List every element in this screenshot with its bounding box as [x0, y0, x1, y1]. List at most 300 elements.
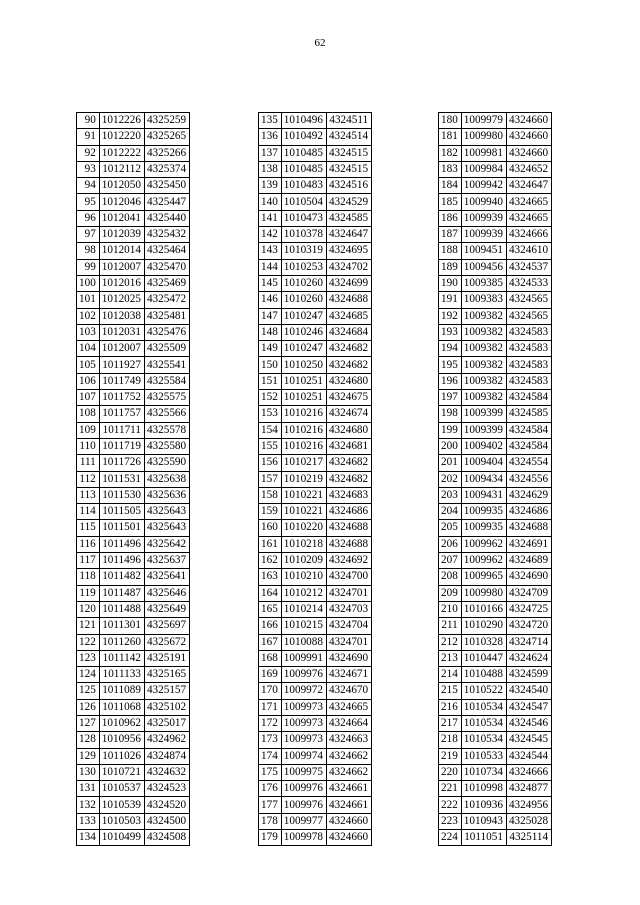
y-coordinate: 4324714 [506, 634, 551, 650]
point-number: 92 [77, 145, 100, 161]
table-row [77, 113, 190, 129]
point-number: 153 [259, 406, 282, 422]
y-coordinate: 4324720 [506, 618, 551, 634]
x-coordinate: 1010216 [281, 422, 326, 438]
point-number: 223 [439, 813, 462, 829]
y-coordinate: 4324660 [326, 813, 371, 829]
y-coordinate: 4324701 [326, 585, 371, 601]
table-row [259, 438, 372, 454]
point-number: 186 [439, 210, 462, 226]
point-number: 199 [439, 422, 462, 438]
point-number: 207 [439, 553, 462, 569]
y-coordinate: 4324874 [144, 748, 189, 764]
y-coordinate: 4324533 [506, 275, 551, 291]
y-coordinate: 4325649 [144, 601, 189, 617]
x-coordinate: 1010492 [281, 129, 326, 145]
point-number: 123 [77, 650, 100, 666]
table-row [259, 715, 372, 731]
x-coordinate: 1012046 [99, 194, 144, 210]
y-coordinate: 4324665 [506, 210, 551, 226]
table-row [439, 601, 552, 617]
table-row [259, 373, 372, 389]
x-coordinate: 1010378 [281, 227, 326, 243]
table-row [77, 830, 190, 846]
y-coordinate: 4324537 [506, 259, 551, 275]
y-coordinate: 4324680 [326, 373, 371, 389]
y-coordinate: 4324690 [326, 650, 371, 666]
y-coordinate: 4325470 [144, 259, 189, 275]
y-coordinate: 4325469 [144, 275, 189, 291]
table-row [259, 227, 372, 243]
x-coordinate: 1010212 [281, 585, 326, 601]
point-number: 140 [259, 194, 282, 210]
y-coordinate: 4324508 [144, 830, 189, 846]
x-coordinate: 1010246 [281, 324, 326, 340]
table-row [77, 438, 190, 454]
y-coordinate: 4324692 [326, 553, 371, 569]
table-row [259, 797, 372, 813]
table-row [77, 536, 190, 552]
table-row [259, 129, 372, 145]
point-number: 164 [259, 585, 282, 601]
table-row [259, 145, 372, 161]
x-coordinate: 1010247 [281, 308, 326, 324]
table-row [77, 292, 190, 308]
table-row [439, 715, 552, 731]
point-number: 120 [77, 601, 100, 617]
point-number: 222 [439, 797, 462, 813]
table-row [77, 308, 190, 324]
x-coordinate: 1010488 [461, 667, 506, 683]
y-coordinate: 4324700 [326, 569, 371, 585]
table-row [439, 194, 552, 210]
y-coordinate: 4324662 [326, 764, 371, 780]
point-number: 151 [259, 373, 282, 389]
x-coordinate: 1011026 [99, 748, 144, 764]
y-coordinate: 4325440 [144, 210, 189, 226]
y-coordinate: 4324709 [506, 585, 551, 601]
y-coordinate: 4324695 [326, 243, 371, 259]
x-coordinate: 1010485 [281, 145, 326, 161]
table-row [439, 373, 552, 389]
y-coordinate: 4324682 [326, 471, 371, 487]
y-coordinate: 4325672 [144, 634, 189, 650]
point-number: 168 [259, 650, 282, 666]
y-coordinate: 4325697 [144, 618, 189, 634]
table-row [439, 553, 552, 569]
y-coordinate: 4324547 [506, 699, 551, 715]
x-coordinate: 1009382 [461, 373, 506, 389]
y-coordinate: 4324624 [506, 650, 551, 666]
x-coordinate: 1010319 [281, 243, 326, 259]
y-coordinate: 4324681 [326, 438, 371, 454]
y-coordinate: 4324520 [144, 797, 189, 813]
table-row [77, 683, 190, 699]
point-number: 141 [259, 210, 282, 226]
table-row [259, 390, 372, 406]
table-row [259, 455, 372, 471]
point-number: 206 [439, 536, 462, 552]
y-coordinate: 4324699 [326, 275, 371, 291]
x-coordinate: 1009383 [461, 292, 506, 308]
y-coordinate: 4324583 [506, 324, 551, 340]
y-coordinate: 4325578 [144, 422, 189, 438]
y-coordinate: 4325374 [144, 161, 189, 177]
point-number: 105 [77, 357, 100, 373]
table-row [439, 178, 552, 194]
point-number: 149 [259, 341, 282, 357]
table-row [77, 487, 190, 503]
y-coordinate: 4324629 [506, 487, 551, 503]
table-row [77, 504, 190, 520]
x-coordinate: 1009973 [281, 699, 326, 715]
y-coordinate: 4324686 [506, 504, 551, 520]
x-coordinate: 1010539 [99, 797, 144, 813]
x-coordinate: 1012016 [99, 275, 144, 291]
point-number: 169 [259, 667, 282, 683]
point-number: 143 [259, 243, 282, 259]
y-coordinate: 4324516 [326, 178, 371, 194]
y-coordinate: 4324688 [326, 520, 371, 536]
x-coordinate: 1010534 [461, 699, 506, 715]
table-row [259, 520, 372, 536]
point-number: 110 [77, 438, 100, 454]
y-coordinate: 4324584 [506, 390, 551, 406]
x-coordinate: 1010088 [281, 634, 326, 650]
y-coordinate: 4324652 [506, 161, 551, 177]
point-number: 129 [77, 748, 100, 764]
point-number: 160 [259, 520, 282, 536]
table-row [439, 504, 552, 520]
x-coordinate: 1009980 [461, 585, 506, 601]
table-row [259, 618, 372, 634]
y-coordinate: 4324661 [326, 781, 371, 797]
x-coordinate: 1011726 [99, 455, 144, 471]
y-coordinate: 4324610 [506, 243, 551, 259]
table-row [77, 618, 190, 634]
table-row [77, 390, 190, 406]
table-row [77, 634, 190, 650]
table-row [77, 813, 190, 829]
point-number: 93 [77, 161, 100, 177]
point-number: 167 [259, 634, 282, 650]
x-coordinate: 1010166 [461, 601, 506, 617]
x-coordinate: 1010217 [281, 455, 326, 471]
x-coordinate: 1011488 [99, 601, 144, 617]
y-coordinate: 4324565 [506, 292, 551, 308]
table-row [259, 748, 372, 764]
table-row [259, 471, 372, 487]
point-number: 188 [439, 243, 462, 259]
point-number: 147 [259, 308, 282, 324]
point-number: 205 [439, 520, 462, 536]
y-coordinate: 4324689 [506, 553, 551, 569]
table-row [77, 650, 190, 666]
point-number: 130 [77, 764, 100, 780]
y-coordinate: 4325646 [144, 585, 189, 601]
y-coordinate: 4325114 [506, 830, 551, 846]
table-row [259, 553, 372, 569]
x-coordinate: 1010956 [99, 732, 144, 748]
point-number: 159 [259, 504, 282, 520]
point-number: 154 [259, 422, 282, 438]
point-number: 157 [259, 471, 282, 487]
x-coordinate: 1009974 [281, 748, 326, 764]
y-coordinate: 4324511 [326, 113, 371, 129]
point-number: 162 [259, 553, 282, 569]
y-coordinate: 4324660 [506, 113, 551, 129]
x-coordinate: 1011927 [99, 357, 144, 373]
x-coordinate: 1009965 [461, 569, 506, 585]
x-coordinate: 1009402 [461, 438, 506, 454]
y-coordinate: 4324685 [326, 308, 371, 324]
x-coordinate: 1009382 [461, 324, 506, 340]
y-coordinate: 4324691 [506, 536, 551, 552]
point-number: 142 [259, 227, 282, 243]
point-number: 118 [77, 569, 100, 585]
x-coordinate: 1009976 [281, 781, 326, 797]
x-coordinate: 1009981 [461, 145, 506, 161]
y-coordinate: 4324545 [506, 732, 551, 748]
x-coordinate: 1011482 [99, 569, 144, 585]
y-coordinate: 4324584 [506, 422, 551, 438]
point-number: 183 [439, 161, 462, 177]
x-coordinate: 1012222 [99, 145, 144, 161]
y-coordinate: 4324514 [326, 129, 371, 145]
y-coordinate: 4325472 [144, 292, 189, 308]
x-coordinate: 1009984 [461, 161, 506, 177]
y-coordinate: 4324675 [326, 390, 371, 406]
y-coordinate: 4324665 [326, 699, 371, 715]
x-coordinate: 1010328 [461, 634, 506, 650]
x-coordinate: 1010504 [281, 194, 326, 210]
x-coordinate: 1009431 [461, 487, 506, 503]
x-coordinate: 1009976 [281, 667, 326, 683]
x-coordinate: 1011089 [99, 683, 144, 699]
x-coordinate: 1009456 [461, 259, 506, 275]
point-number: 112 [77, 471, 100, 487]
y-coordinate: 4324877 [506, 781, 551, 797]
y-coordinate: 4324674 [326, 406, 371, 422]
point-number: 102 [77, 308, 100, 324]
point-number: 174 [259, 748, 282, 764]
x-coordinate: 1011505 [99, 504, 144, 520]
table-row [259, 699, 372, 715]
table-row [259, 585, 372, 601]
page-number: 62 [314, 37, 326, 49]
x-coordinate: 1011487 [99, 585, 144, 601]
point-number: 133 [77, 813, 100, 829]
y-coordinate: 4324671 [326, 667, 371, 683]
point-number: 134 [77, 830, 100, 846]
point-number: 195 [439, 357, 462, 373]
table-row [77, 585, 190, 601]
y-coordinate: 4325450 [144, 178, 189, 194]
x-coordinate: 1011719 [99, 438, 144, 454]
table-row [77, 781, 190, 797]
table-row [439, 667, 552, 683]
x-coordinate: 1009976 [281, 797, 326, 813]
x-coordinate: 1010447 [461, 650, 506, 666]
y-coordinate: 4325643 [144, 504, 189, 520]
point-number: 115 [77, 520, 100, 536]
table-row [77, 210, 190, 226]
table-row [439, 438, 552, 454]
x-coordinate: 1009939 [461, 227, 506, 243]
x-coordinate: 1010209 [281, 553, 326, 569]
x-coordinate: 1009942 [461, 178, 506, 194]
x-coordinate: 1010251 [281, 373, 326, 389]
table-row [439, 487, 552, 503]
y-coordinate: 4324556 [506, 471, 551, 487]
x-coordinate: 1009972 [281, 683, 326, 699]
x-coordinate: 1010483 [281, 178, 326, 194]
table-row [259, 161, 372, 177]
y-coordinate: 4324515 [326, 161, 371, 177]
table-row [439, 455, 552, 471]
point-number: 136 [259, 129, 282, 145]
y-coordinate: 4324647 [506, 178, 551, 194]
table-row [77, 341, 190, 357]
table-row [259, 259, 372, 275]
point-number: 190 [439, 275, 462, 291]
x-coordinate: 1011501 [99, 520, 144, 536]
y-coordinate: 4325028 [506, 813, 551, 829]
table-row [77, 455, 190, 471]
y-coordinate: 4324684 [326, 324, 371, 340]
table-row [439, 683, 552, 699]
table-row [439, 324, 552, 340]
x-coordinate: 1009980 [461, 129, 506, 145]
x-coordinate: 1010998 [461, 781, 506, 797]
y-coordinate: 4324540 [506, 683, 551, 699]
x-coordinate: 1012007 [99, 259, 144, 275]
point-number: 175 [259, 764, 282, 780]
point-number: 109 [77, 422, 100, 438]
point-number: 128 [77, 732, 100, 748]
x-coordinate: 1010251 [281, 390, 326, 406]
table-row [439, 145, 552, 161]
x-coordinate: 1010221 [281, 504, 326, 520]
x-coordinate: 1010216 [281, 406, 326, 422]
point-number: 173 [259, 732, 282, 748]
table-row [259, 830, 372, 846]
point-number: 96 [77, 210, 100, 226]
y-coordinate: 4324703 [326, 601, 371, 617]
point-number: 126 [77, 699, 100, 715]
x-coordinate: 1010962 [99, 715, 144, 731]
y-coordinate: 4325432 [144, 227, 189, 243]
y-coordinate: 4324660 [506, 145, 551, 161]
x-coordinate: 1012038 [99, 308, 144, 324]
y-coordinate: 4324956 [506, 797, 551, 813]
x-coordinate: 1011068 [99, 699, 144, 715]
y-coordinate: 4324632 [144, 764, 189, 780]
x-coordinate: 1012220 [99, 129, 144, 145]
table-row [439, 259, 552, 275]
x-coordinate: 1010734 [461, 764, 506, 780]
y-coordinate: 4324704 [326, 618, 371, 634]
table-row [77, 422, 190, 438]
point-number: 193 [439, 324, 462, 340]
table-row [439, 797, 552, 813]
table-row [259, 324, 372, 340]
point-number: 185 [439, 194, 462, 210]
table-row [439, 634, 552, 650]
point-number: 155 [259, 438, 282, 454]
y-coordinate: 4324666 [506, 227, 551, 243]
y-coordinate: 4324583 [506, 373, 551, 389]
point-number: 208 [439, 569, 462, 585]
y-coordinate: 4325642 [144, 536, 189, 552]
point-number: 106 [77, 373, 100, 389]
y-coordinate: 4324585 [326, 210, 371, 226]
table-row [259, 683, 372, 699]
point-number: 138 [259, 161, 282, 177]
table-row [439, 227, 552, 243]
table-row [77, 797, 190, 813]
table-row [259, 504, 372, 520]
table-row [439, 422, 552, 438]
y-coordinate: 4324690 [506, 569, 551, 585]
y-coordinate: 4324500 [144, 813, 189, 829]
table-row [259, 487, 372, 503]
point-number: 144 [259, 259, 282, 275]
point-number: 191 [439, 292, 462, 308]
table-row [439, 308, 552, 324]
point-number: 189 [439, 259, 462, 275]
point-number: 107 [77, 390, 100, 406]
point-number: 209 [439, 585, 462, 601]
point-number: 95 [77, 194, 100, 210]
y-coordinate: 4324664 [326, 715, 371, 731]
y-coordinate: 4325447 [144, 194, 189, 210]
y-coordinate: 4324647 [326, 227, 371, 243]
point-number: 137 [259, 145, 282, 161]
point-number: 161 [259, 536, 282, 552]
y-coordinate: 4325157 [144, 683, 189, 699]
x-coordinate: 1009935 [461, 504, 506, 520]
table-row [439, 357, 552, 373]
x-coordinate: 1010250 [281, 357, 326, 373]
x-coordinate: 1009962 [461, 536, 506, 552]
table-row [77, 178, 190, 194]
x-coordinate: 1011301 [99, 618, 144, 634]
y-coordinate: 4324962 [144, 732, 189, 748]
y-coordinate: 4324661 [326, 797, 371, 813]
point-number: 197 [439, 390, 462, 406]
x-coordinate: 1012025 [99, 292, 144, 308]
x-coordinate: 1010260 [281, 275, 326, 291]
x-coordinate: 1009382 [461, 308, 506, 324]
y-coordinate: 4325017 [144, 715, 189, 731]
y-coordinate: 4324663 [326, 732, 371, 748]
y-coordinate: 4324585 [506, 406, 551, 422]
x-coordinate: 1009399 [461, 406, 506, 422]
x-coordinate: 1011530 [99, 487, 144, 503]
point-number: 139 [259, 178, 282, 194]
y-coordinate: 4325566 [144, 406, 189, 422]
point-number: 198 [439, 406, 462, 422]
x-coordinate: 1011531 [99, 471, 144, 487]
table-row [259, 243, 372, 259]
x-coordinate: 1009382 [461, 357, 506, 373]
table-row [77, 357, 190, 373]
y-coordinate: 4325259 [144, 113, 189, 129]
y-coordinate: 4324682 [326, 341, 371, 357]
x-coordinate: 1010534 [461, 715, 506, 731]
table-row [259, 406, 372, 422]
